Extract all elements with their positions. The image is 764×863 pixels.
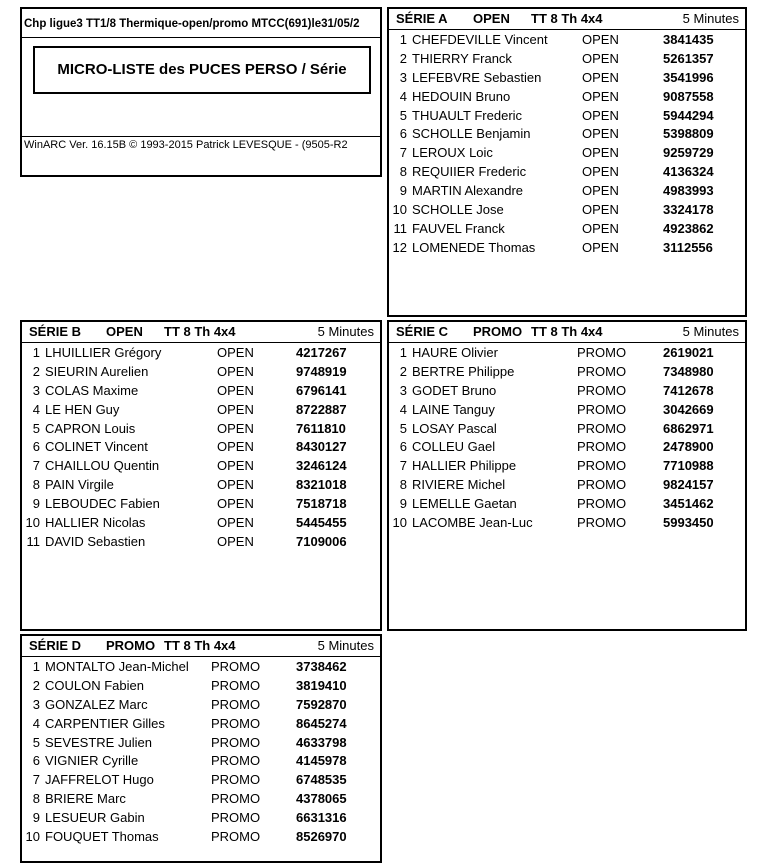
pilot-row (22, 401, 380, 420)
pilot-class: OPEN (217, 439, 254, 455)
pilot-list (22, 658, 380, 847)
pilot-row (389, 125, 745, 144)
pilot-class: PROMO (211, 791, 261, 807)
pilot-number: 10 (25, 515, 40, 531)
pilot-class: PROMO (211, 677, 261, 693)
pilot-name: HEDOUIN Bruno (412, 88, 511, 104)
serie-label: SÉRIE A (396, 11, 448, 26)
event-header-box (20, 7, 382, 177)
pilot-name: COLLEU Gael (412, 439, 496, 455)
pilot-number: 3 (399, 382, 407, 398)
pilot-row (389, 239, 745, 258)
pilot-number: 9 (32, 496, 40, 512)
pilot-chip: 4145978 (296, 753, 347, 769)
pilot-name: LESUEUR Gabin (45, 810, 145, 826)
pilot-name: LOMENEDE Thomas (412, 239, 536, 255)
serie-c-panel (387, 320, 747, 631)
pilot-row (22, 771, 380, 790)
pilot-chip: 6748535 (296, 772, 347, 788)
pilot-class: PROMO (211, 753, 261, 769)
divider (22, 136, 380, 137)
pilot-class: PROMO (577, 458, 627, 474)
pilot-row (22, 533, 380, 552)
pilot-row (22, 658, 380, 677)
pilot-name: HAURE Olivier (412, 345, 498, 360)
pilot-class: OPEN (582, 202, 619, 218)
pilot-name: MONTALTO Jean-Michel (45, 659, 189, 674)
pilot-class: PROMO (577, 382, 627, 398)
pilot-row (389, 201, 745, 220)
pilot-class: PROMO (577, 363, 627, 379)
serie-category: OPEN (106, 324, 143, 339)
pilot-row (389, 344, 745, 363)
pilot-list (22, 344, 380, 552)
pilot-chip: 2619021 (663, 345, 714, 360)
pilot-name: HALLIER Nicolas (45, 515, 146, 531)
pilot-row (389, 420, 745, 439)
pilot-number: 1 (399, 32, 407, 47)
pilot-chip: 8321018 (296, 477, 347, 493)
pilot-name: HALLIER Philippe (412, 458, 517, 474)
pilot-chip: 9824157 (663, 477, 714, 493)
pilot-row (22, 790, 380, 809)
pilot-chip: 4217267 (296, 345, 347, 360)
pilot-class: PROMO (577, 515, 627, 531)
pilot-number: 2 (32, 363, 40, 379)
pilot-row (389, 495, 745, 514)
pilot-row (22, 715, 380, 734)
pilot-class: PROMO (577, 401, 627, 417)
pilot-class: OPEN (582, 50, 619, 66)
pilot-chip: 7518718 (296, 496, 347, 512)
pilot-class: PROMO (211, 715, 261, 731)
pilot-chip: 3841435 (663, 32, 714, 47)
pilot-chip: 3042669 (663, 401, 714, 417)
pilot-chip: 2478900 (663, 439, 714, 455)
pilot-number: 8 (32, 791, 40, 807)
pilot-row (22, 420, 380, 439)
pilot-number: 5 (32, 734, 40, 750)
serie-duration: 5 Minutes (682, 11, 739, 26)
pilot-row (389, 31, 745, 50)
pilot-chip: 3541996 (663, 69, 714, 85)
pilot-chip: 3451462 (663, 496, 714, 512)
pilot-class: OPEN (217, 458, 254, 474)
pilot-row (22, 457, 380, 476)
pilot-row (389, 363, 745, 382)
pilot-chip: 6796141 (296, 382, 347, 398)
pilot-chip: 5993450 (663, 515, 714, 531)
pilot-name: JAFFRELOT Hugo (45, 772, 154, 788)
pilot-name: SCHOLLE Jose (412, 202, 504, 218)
pilot-number: 8 (32, 477, 40, 493)
pilot-number: 1 (32, 345, 40, 360)
pilot-number: 2 (399, 363, 407, 379)
software-version: WinARC Ver. 16.15B © 1993-2015 Patrick LEVESQUE - (9505-R2 (24, 139, 348, 151)
pilot-chip: 3246124 (296, 458, 347, 474)
pilot-name: PAIN Virgile (45, 477, 114, 493)
pilot-number: 7 (399, 458, 407, 474)
pilot-row (389, 457, 745, 476)
pilot-row (389, 144, 745, 163)
pilot-name: LEMELLE Gaetan (412, 496, 517, 512)
pilot-chip: 3819410 (296, 677, 347, 693)
pilot-class: OPEN (217, 533, 254, 549)
pilot-name: LEFEBVRE Sebastien (412, 69, 542, 85)
pilot-name: MARTIN Alexandre (412, 183, 524, 199)
serie-duration: 5 Minutes (317, 324, 374, 339)
pilot-row (389, 163, 745, 182)
serie-label: SÉRIE D (29, 638, 82, 653)
pilot-name: CAPRON Louis (45, 420, 136, 436)
event-title: Chp ligue3 TT1/8 Thermique-open/promo MTCC(691)le31/05/2 (24, 18, 360, 30)
pilot-row (22, 809, 380, 828)
pilot-class: OPEN (217, 363, 254, 379)
pilot-row (389, 438, 745, 457)
pilot-class: OPEN (217, 420, 254, 436)
pilot-chip: 9259729 (663, 145, 714, 161)
pilot-row (389, 476, 745, 495)
pilot-number: 3 (32, 696, 40, 712)
pilot-class: OPEN (582, 107, 619, 123)
serie-race-type: TT 8 Th 4x4 (531, 11, 603, 26)
pilot-name: FOUQUET Thomas (45, 829, 159, 845)
pilot-number: 6 (399, 439, 407, 455)
pilot-row (22, 476, 380, 495)
pilot-row (22, 696, 380, 715)
pilot-row (22, 752, 380, 771)
pilot-row (22, 828, 380, 847)
serie-category: OPEN (473, 11, 510, 26)
pilot-chip: 7710988 (663, 458, 714, 474)
pilot-number: 2 (32, 677, 40, 693)
pilot-class: OPEN (582, 145, 619, 161)
page-title: MICRO-LISTE des PUCES PERSO / Série (33, 46, 371, 94)
pilot-name: CARPENTIER Gilles (45, 715, 165, 731)
pilot-class: PROMO (577, 496, 627, 512)
pilot-class: PROMO (577, 439, 627, 455)
pilot-class: PROMO (211, 696, 261, 712)
pilot-number: 9 (32, 810, 40, 826)
pilot-chip: 4378065 (296, 791, 347, 807)
pilot-class: PROMO (211, 659, 261, 674)
pilot-number: 10 (392, 515, 407, 531)
pilot-number: 11 (26, 533, 40, 549)
pilot-number: 8 (399, 477, 407, 493)
pilot-chip: 8645274 (296, 715, 347, 731)
pilot-number: 1 (399, 345, 407, 360)
serie-duration: 5 Minutes (317, 638, 374, 653)
pilot-class: OPEN (582, 88, 619, 104)
pilot-list (389, 31, 745, 258)
pilot-name: GODET Bruno (412, 382, 497, 398)
pilot-number: 4 (32, 401, 40, 417)
serie-a-panel (387, 7, 747, 317)
pilot-class: OPEN (582, 164, 619, 180)
pilot-chip: 5261357 (663, 50, 714, 66)
pilot-class: OPEN (217, 515, 254, 531)
pilot-class: PROMO (211, 810, 261, 826)
pilot-name: SIEURIN Aurelien (45, 363, 149, 379)
pilot-class: OPEN (582, 126, 619, 142)
pilot-class: OPEN (217, 477, 254, 493)
pilot-class: OPEN (582, 183, 619, 199)
pilot-number: 5 (32, 420, 40, 436)
pilot-number: 8 (399, 164, 407, 180)
pilot-number: 4 (399, 88, 407, 104)
pilot-row (389, 50, 745, 69)
pilot-name: COLAS Maxime (45, 382, 139, 398)
pilot-number: 4 (32, 715, 40, 731)
pilot-class: PROMO (211, 772, 261, 788)
pilot-name: THUAULT Frederic (412, 107, 523, 123)
pilot-name: LHUILLIER Grégory (45, 345, 162, 360)
serie-category: PROMO (473, 324, 523, 339)
pilot-chip: 7611810 (296, 420, 346, 436)
pilot-name: VIGNIER Cyrille (45, 753, 139, 769)
pilot-number: 12 (392, 239, 407, 255)
pilot-name: REQUIIER Frederic (412, 164, 527, 180)
divider (22, 37, 380, 38)
pilot-name: COULON Fabien (45, 677, 144, 693)
pilot-name: COLINET Vincent (45, 439, 148, 455)
pilot-number: 3 (399, 69, 407, 85)
pilot-name: LE HEN Guy (45, 401, 120, 417)
serie-category: PROMO (106, 638, 156, 653)
pilot-name: LEROUX Loic (412, 145, 493, 161)
pilot-row (22, 344, 380, 363)
serie-b-panel (20, 320, 382, 631)
pilot-row (389, 107, 745, 126)
pilot-row (389, 69, 745, 88)
pilot-name: BERTRE Philippe (412, 363, 515, 379)
pilot-row (22, 734, 380, 753)
pilot-class: PROMO (577, 477, 627, 493)
pilot-name: LACOMBE Jean-Luc (412, 515, 533, 531)
pilot-row (389, 220, 745, 239)
pilot-number: 7 (32, 772, 40, 788)
pilot-chip: 3738462 (296, 659, 347, 674)
pilot-number: 6 (399, 126, 407, 142)
pilot-chip: 6862971 (663, 420, 714, 436)
serie-header (22, 322, 380, 343)
pilot-name: THIERRY Franck (412, 50, 512, 66)
pilot-number: 6 (32, 439, 40, 455)
pilot-class: OPEN (217, 401, 254, 417)
pilot-row (22, 495, 380, 514)
serie-d-panel (20, 634, 382, 863)
pilot-chip: 4983993 (663, 183, 714, 199)
pilot-row (389, 401, 745, 420)
pilot-number: 5 (399, 107, 407, 123)
pilot-chip: 4923862 (663, 220, 714, 236)
pilot-row (22, 363, 380, 382)
serie-race-type: TT 8 Th 4x4 (164, 324, 236, 339)
pilot-class: OPEN (217, 345, 254, 360)
serie-duration: 5 Minutes (682, 324, 739, 339)
pilot-chip: 9748919 (296, 363, 347, 379)
pilot-class: OPEN (582, 239, 619, 255)
pilot-name: LOSAY Pascal (412, 420, 497, 436)
pilot-class: PROMO (211, 829, 261, 845)
pilot-chip: 9087558 (663, 88, 714, 104)
pilot-number: 10 (392, 202, 407, 218)
pilot-chip: 3324178 (663, 202, 714, 218)
pilot-row (22, 677, 380, 696)
pilot-class: OPEN (582, 32, 619, 47)
pilot-number: 11 (393, 220, 407, 236)
pilot-number: 7 (399, 145, 407, 161)
pilot-name: LEBOUDEC Fabien (45, 496, 160, 512)
pilot-chip: 8430127 (296, 439, 347, 455)
pilot-name: BRIERE Marc (45, 791, 126, 807)
serie-label: SÉRIE B (29, 324, 82, 339)
pilot-chip: 5944294 (663, 107, 714, 123)
pilot-name: LAINE Tanguy (412, 401, 495, 417)
pilot-number: 5 (399, 420, 407, 436)
pilot-chip: 4136324 (663, 164, 714, 180)
pilot-number: 6 (32, 753, 40, 769)
pilot-name: GONZALEZ Marc (45, 696, 148, 712)
pilot-chip: 5398809 (663, 126, 714, 142)
pilot-row (389, 182, 745, 201)
pilot-name: SEVESTRE Julien (45, 734, 152, 750)
pilot-chip: 6631316 (296, 810, 347, 826)
serie-race-type: TT 8 Th 4x4 (531, 324, 603, 339)
pilot-class: OPEN (582, 220, 619, 236)
pilot-chip: 8722887 (296, 401, 347, 417)
pilot-row (22, 382, 380, 401)
pilot-chip: 5445455 (296, 515, 347, 531)
pilot-class: OPEN (217, 382, 254, 398)
serie-header (22, 636, 380, 657)
pilot-name: CHAILLOU Quentin (45, 458, 160, 474)
pilot-chip: 8526970 (296, 829, 347, 845)
pilot-number: 4 (399, 401, 407, 417)
serie-header (389, 9, 745, 30)
pilot-number: 9 (399, 183, 407, 199)
pilot-number: 10 (25, 829, 40, 845)
pilot-number: 2 (399, 50, 407, 66)
pilot-number: 7 (32, 458, 40, 474)
pilot-name: DAVID Sebastien (45, 533, 146, 549)
serie-label: SÉRIE C (396, 324, 449, 339)
pilot-class: PROMO (577, 420, 627, 436)
pilot-row (389, 514, 745, 533)
pilot-name: FAUVEL Franck (412, 220, 505, 236)
pilot-class: PROMO (577, 345, 627, 360)
pilot-chip: 7412678 (663, 382, 714, 398)
pilot-number: 3 (32, 382, 40, 398)
pilot-chip: 7348980 (663, 363, 714, 379)
pilot-row (22, 438, 380, 457)
pilot-name: SCHOLLE Benjamin (412, 126, 531, 142)
pilot-class: OPEN (217, 496, 254, 512)
pilot-list (389, 344, 745, 533)
pilot-name: RIVIERE Michel (412, 477, 506, 493)
pilot-number: 9 (399, 496, 407, 512)
serie-header (389, 322, 745, 343)
pilot-name: CHEFDEVILLE Vincent (412, 32, 548, 47)
pilot-chip: 3112556 (663, 239, 713, 255)
pilot-chip: 4633798 (296, 734, 347, 750)
pilot-chip: 7592870 (296, 696, 347, 712)
pilot-class: PROMO (211, 734, 261, 750)
pilot-row (22, 514, 380, 533)
pilot-row (389, 88, 745, 107)
pilot-class: OPEN (582, 69, 619, 85)
pilot-row (389, 382, 745, 401)
pilot-chip: 7109006 (296, 533, 347, 549)
pilot-number: 1 (32, 659, 40, 674)
serie-race-type: TT 8 Th 4x4 (164, 638, 236, 653)
